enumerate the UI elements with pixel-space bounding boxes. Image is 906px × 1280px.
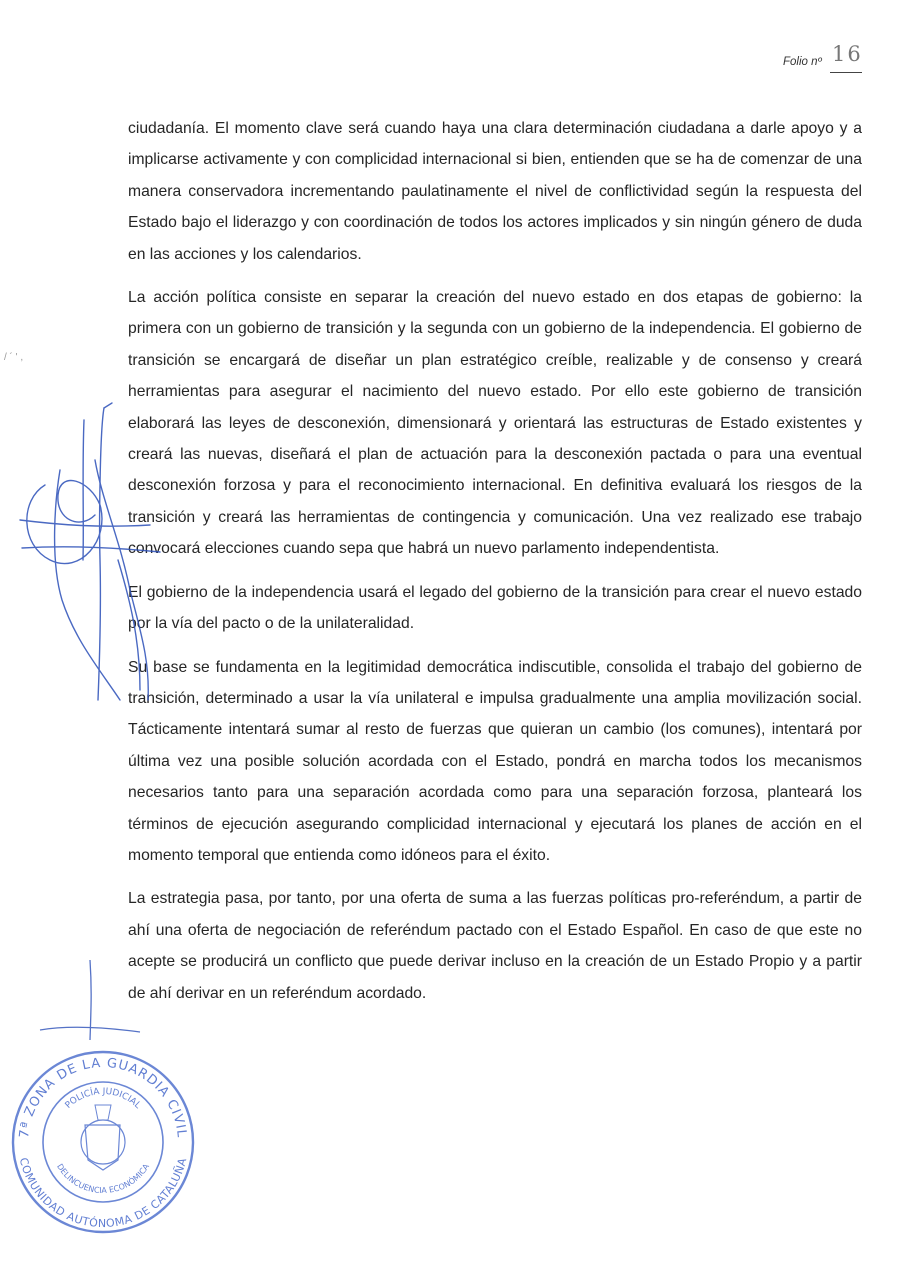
margin-marks: / ´ ' , [4, 352, 24, 363]
paragraph-5: La estrategia pasa, por tanto, por una oferta de suma a las fuerzas políticas pro-referéndum, a partir de ahí una oferta de negociación de referéndum pactado con el Estado Español. En caso de que este no acepte se producirá un conflicto que puede derivar incluso en la creación de un Estado Propio y a partir de ahí derivar en un referéndum acordado. [128, 890, 862, 1002]
folio-label: Folio nº [783, 56, 822, 68]
svg-text:7ª ZONA DE LA GUARDIA CIVIL [17, 1056, 189, 1139]
paragraph-4: Su base se fundamenta en la legitimidad democrática indiscutible, consolida el trabajo del gobierno de transición, determinado a usar la vía unilateral e impulsa gradualmente una amplia movilización social. Tácticamente intentará sumar al resto de fuerzas que quieran un cambio (los comunes), intentará por última vez una posible solución acordada con el Estado, pondrá en marcha todos los mecanismos necesarios tanto para una separación acordada como para una separación forzosa, planteará los términos de ejecución asegurando complicidad internacional y ejecutará los planes de acción en el momento temporal que entienda como idóneos para el éxito. [128, 658, 862, 864]
stamp-inner-bottom: DELINCUENCIA ECONÓMICA [55, 1162, 151, 1196]
stamp-outer-top: 7ª ZONA DE LA GUARDIA CIVIL [17, 1055, 189, 1139]
paragraph-1: ciudadanía. El momento clave será cuando haya una clara determinación ciudadana a darle apoyo y a implicarse activamente y con complicidad internacional si bien, entienden que se ha de comenzar de una manera conservadora incrementando paulatinamente el nivel de conflictividad según la respuesta del Estado bajo el liderazgo y con coordinación de todos los actores implicados y sin ningún género de duda en las acciones y los calendarios. [128, 120, 862, 263]
paragraph-2: La acción política consiste en separar la creación del nuevo estado en dos etapas de gobierno: la primera con un gobierno de transición y la segunda con un gobierno de la independencia. El gobierno de transición se encargará de diseñar un plan estratégico creíble, realizable y de consenso y creará herramientas para asegurar el nacimiento del nuevo estado. Por ello este gobierno de transición elaborará las leyes de desconexión, dimensionará y orientará las estructuras de Estado existentes y creará las nuevas, diseñará el plan de actuación para la desconexión pactada o para una eventual desconexión forzosa y para el reconocimiento internacional. En definitiva evaluará los riesgos de la transición y creará las herramientas de contingencia y comunicación. Una vez realizado ese trabajo convocará elecciones cuando sepa que habrá un nuevo parlamento independentista. [128, 289, 862, 558]
stamp-inner-top: POLICÍA JUDICIAL [63, 1086, 143, 1111]
svg-text:POLICÍA JUDICIAL [64, 1086, 143, 1111]
paragraph-3: El gobierno de la independencia usará el legado del gobierno de la transición para crear el nuevo estado por la vía del pacto o de la unilateralidad. [128, 583, 862, 633]
svg-text:DELINCUENCIA ECONÓMICA [55, 1162, 151, 1195]
folio-number: 16 [832, 42, 863, 66]
stamp-outer-bottom: COMUNIDAD AUTÓNOMA DE CATALUÑA [16, 1156, 190, 1231]
